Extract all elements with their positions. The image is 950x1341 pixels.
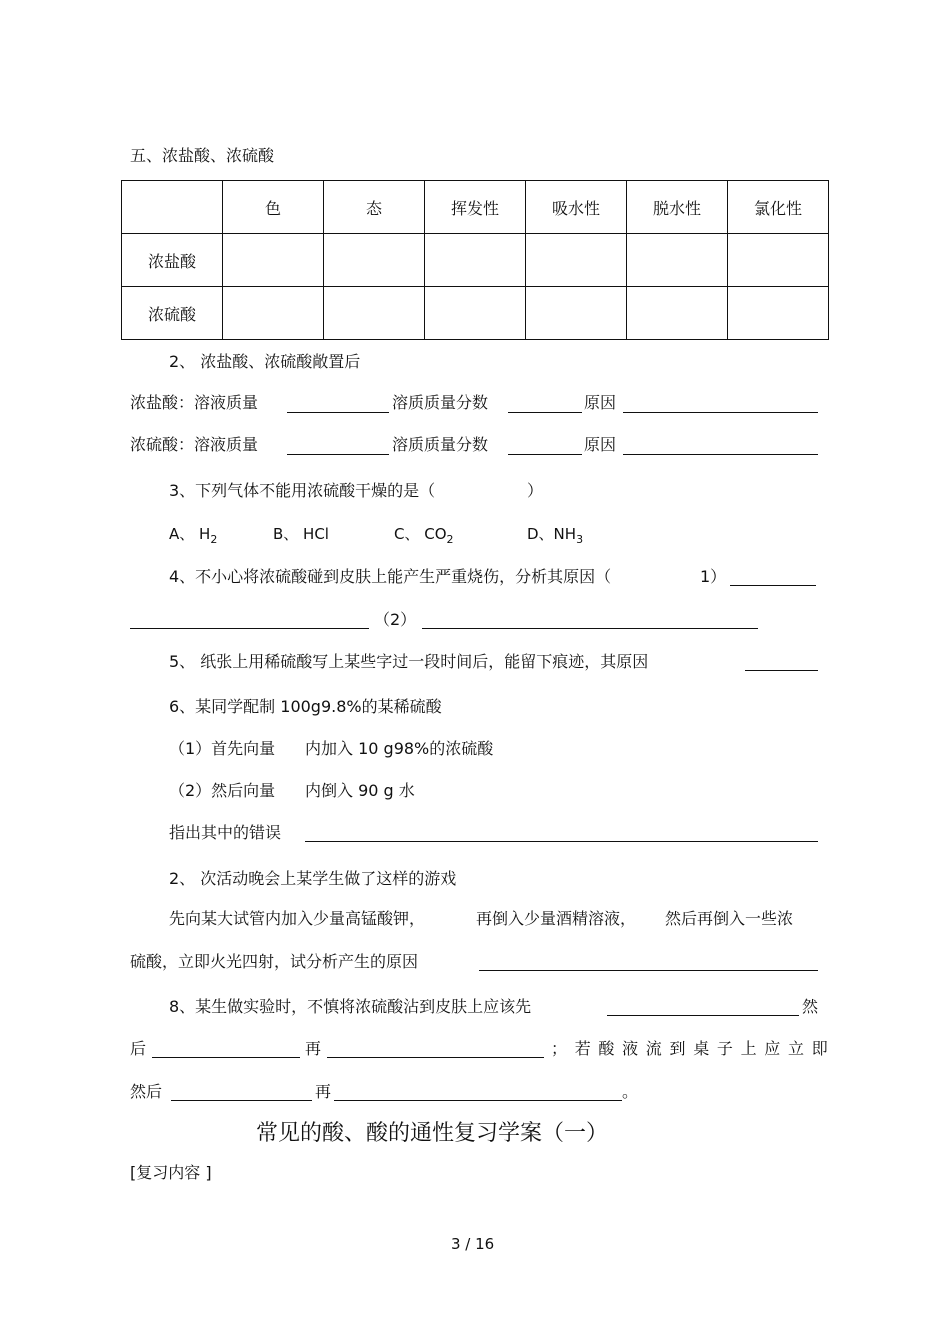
- hcl-solution-mass-blank[interactable]: [287, 412, 389, 413]
- table-header-cell: 吸水性: [526, 181, 627, 234]
- h2so4-mass-fraction-blank[interactable]: [508, 454, 582, 455]
- table-header-cell: 挥发性: [425, 181, 526, 234]
- q4-part2-label: （2）: [374, 610, 417, 629]
- q6-step2-a: （2）然后向量: [169, 781, 276, 800]
- option-d-subscript: 3: [576, 533, 584, 546]
- q7-line1-a: 先向某大试管内加入少量高锰酸钾，: [169, 909, 426, 928]
- row-label: 浓盐酸: [122, 234, 223, 287]
- q8-line3-end: 。: [622, 1082, 639, 1101]
- table-cell[interactable]: [526, 234, 627, 287]
- q6-error-label: 指出其中的错误: [169, 823, 282, 842]
- q4-reason2-blank[interactable]: [422, 628, 758, 629]
- h2so4-reason-blank[interactable]: [623, 454, 818, 455]
- q2-h2so4-label: 浓硫酸：溶液质量: [130, 435, 259, 454]
- q8-table-first-blank[interactable]: [171, 1100, 312, 1101]
- table-cell[interactable]: [526, 287, 627, 340]
- option-c-subscript: 2: [446, 533, 454, 546]
- q2-hcl-label: 浓盐酸：溶液质量: [130, 393, 259, 412]
- q3-question: 3、下列气体不能用浓硫酸干燥的是（: [169, 481, 436, 500]
- table-cell[interactable]: [223, 234, 324, 287]
- table-header-cell: 色: [223, 181, 324, 234]
- q8-then-char: 然: [802, 997, 819, 1016]
- q5-question: 5、 纸张上用稀硫酸写上某些字过一段时间后，能留下痕迹，其原因: [169, 652, 649, 671]
- table-cell[interactable]: [324, 287, 425, 340]
- q6-step2-b: 内倒入 90 g 水: [305, 781, 415, 800]
- q8-table-second-blank[interactable]: [334, 1100, 622, 1101]
- q4-question: 4、不小心将浓硫酸碰到皮肤上能产生严重烧伤，分析其原因（: [169, 567, 612, 586]
- h2so4-solution-mass-blank[interactable]: [287, 454, 389, 455]
- q4-reason1-blank-a[interactable]: [730, 585, 816, 586]
- q7-line1-b: 再倒入少量酒精溶液，: [476, 909, 637, 928]
- q3-option-c[interactable]: [394, 524, 454, 546]
- table-cell[interactable]: [425, 234, 526, 287]
- review-title: 常见的酸、酸的通性复习学案（一）: [256, 1121, 609, 1146]
- table-header-cell: 态: [324, 181, 425, 234]
- table-row: [122, 234, 829, 287]
- q8-first-step-blank[interactable]: [607, 1015, 799, 1016]
- review-content-label: [复习内容 ]: [130, 1163, 212, 1182]
- q6-step1-a: （1）首先向量: [169, 739, 276, 758]
- q8-question: 8、某生做实验时，不慎将浓硫酸沾到皮肤上应该先: [169, 997, 532, 1016]
- table-cell[interactable]: [728, 287, 829, 340]
- q8-line2-end: ；若酸液流到桌子上应立即: [551, 1039, 836, 1058]
- option-a-subscript: 2: [210, 533, 218, 546]
- q4-reason1-blank-b[interactable]: [130, 628, 369, 629]
- table-header-cell: [122, 181, 223, 234]
- q2-hcl-mid: 溶质质量分数: [392, 393, 489, 412]
- q2-title: 2、 浓盐酸、浓硫酸敞置后: [169, 352, 361, 371]
- table-cell[interactable]: [627, 287, 728, 340]
- table-cell[interactable]: [425, 287, 526, 340]
- q8-line3-start: 然后: [130, 1082, 163, 1101]
- hcl-mass-fraction-blank[interactable]: [508, 412, 582, 413]
- table-row: [122, 287, 829, 340]
- option-a-text: A、 H: [169, 525, 211, 543]
- table-cell[interactable]: [728, 234, 829, 287]
- q8-line2-mid: 再: [305, 1039, 322, 1058]
- table-cell[interactable]: [324, 234, 425, 287]
- q6-step1-b: 内加入 10 g98%的浓硫酸: [305, 739, 494, 758]
- q7-line1-c: 然后再倒入一些浓: [665, 909, 794, 928]
- q7-title: 2、 次活动晚会上某学生做了这样的游戏: [169, 869, 457, 888]
- option-d-text: D、NH: [527, 525, 577, 543]
- q8-line3-mid: 再: [315, 1082, 332, 1101]
- q6-question: 6、某同学配制 100g9.8%的某稀硫酸: [169, 697, 442, 716]
- option-c-text: C、 CO: [394, 525, 447, 543]
- section-heading: 五、浓盐酸、浓硫酸: [130, 146, 275, 165]
- q2-hcl-reason: 原因: [584, 393, 617, 412]
- q8-third-step-blank[interactable]: [327, 1057, 544, 1058]
- q3-close-paren: ）: [527, 481, 544, 500]
- hcl-reason-blank[interactable]: [623, 412, 818, 413]
- row-label: 浓硫酸: [122, 287, 223, 340]
- q8-line2-start: 后: [130, 1039, 147, 1058]
- table-header-row: [122, 181, 829, 234]
- q2-h2so4-reason: 原因: [584, 435, 617, 454]
- q4-part1-label: 1）: [700, 567, 727, 586]
- q2-h2so4-mid: 溶质质量分数: [392, 435, 489, 454]
- q6-error-blank[interactable]: [305, 841, 818, 842]
- table-header-cell: 氯化性: [728, 181, 829, 234]
- q5-answer-blank[interactable]: [745, 670, 818, 671]
- page-number: 3 / 16: [451, 1235, 495, 1253]
- q7-answer-blank[interactable]: [479, 970, 818, 971]
- q7-line2: 硫酸，立即火光四射，试分析产生的原因: [130, 952, 419, 971]
- properties-table: [121, 180, 829, 340]
- q8-second-step-blank[interactable]: [152, 1057, 300, 1058]
- q3-option-a[interactable]: [169, 524, 217, 546]
- table-header-cell: 脱水性: [627, 181, 728, 234]
- table-cell[interactable]: [627, 234, 728, 287]
- q3-option-b[interactable]: B、 HCl: [273, 525, 329, 543]
- table-cell[interactable]: [223, 287, 324, 340]
- q3-option-d[interactable]: [527, 524, 583, 546]
